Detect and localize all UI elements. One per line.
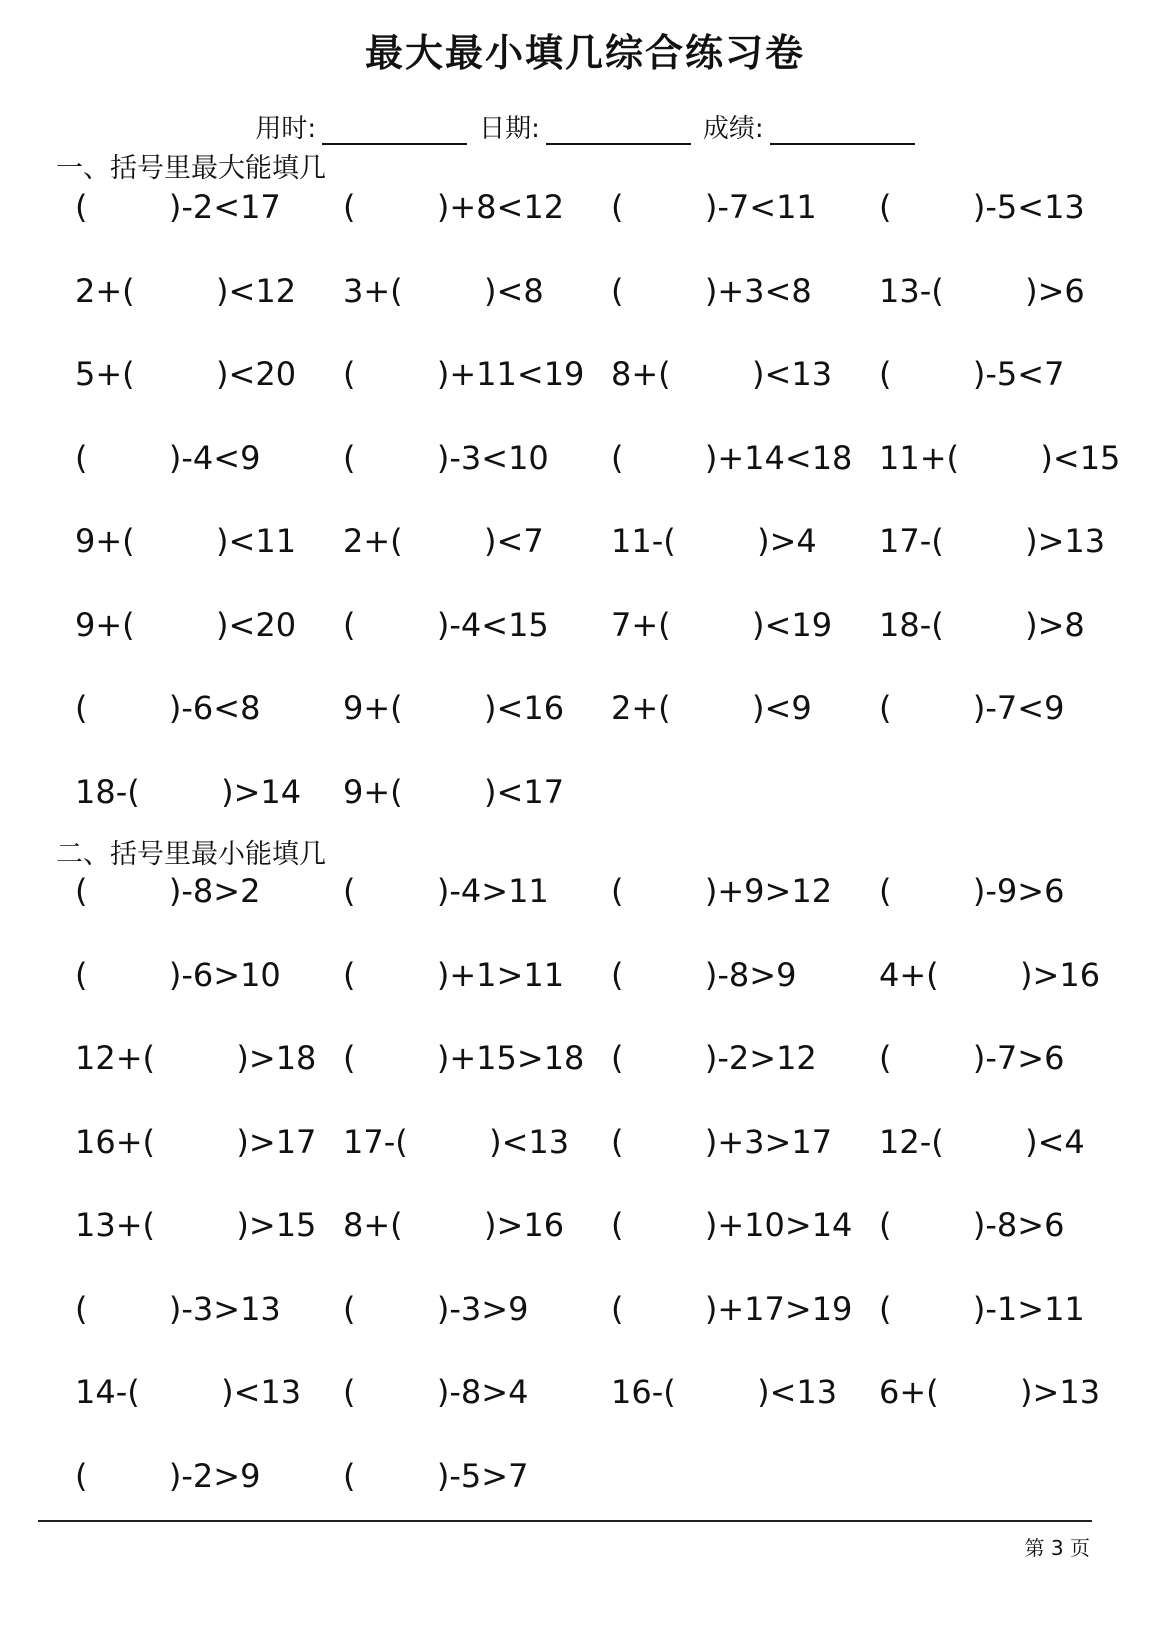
problem-cell: 11-( )>4 [611, 522, 817, 560]
problem-cell: ( )+14<18 [611, 438, 853, 477]
problem-cell: 3+( )<8 [343, 271, 544, 310]
problem-cell: 8+( )>16 [343, 1206, 565, 1244]
problem-cell: ( )+9>12 [611, 872, 833, 910]
worksheet-title: 最大最小填几综合练习卷 [364, 31, 805, 75]
problem-cell: ( )-5<13 [879, 188, 1085, 226]
section1-row [75, 439, 1155, 523]
date-label: 日期: [479, 114, 540, 144]
problem-cell: 5+( )<20 [75, 355, 297, 393]
score-label: 成绩: [702, 114, 764, 144]
problem-cell: 7+( )<19 [611, 605, 833, 644]
problem-cell: 18-( )>14 [75, 772, 302, 811]
problem-cell: 8+( )<13 [611, 355, 833, 393]
problem-cell: ( )-2>9 [75, 1456, 261, 1495]
section2-grid [75, 872, 1155, 1540]
problem-cell: ( )+11<19 [343, 355, 585, 393]
problem-cell: 9+( )<17 [343, 772, 565, 811]
problem-cell: ( )+3<8 [611, 271, 812, 310]
section2-heading: 二、括号里最小能填几 [56, 839, 326, 870]
section1-row [75, 272, 1155, 356]
problem-cell: ( )+10>14 [611, 1206, 853, 1244]
problem-cell: ( )-4>11 [343, 872, 549, 910]
problem-cell: 2+( )<7 [343, 522, 544, 560]
section1-row [75, 606, 1155, 690]
problem-cell: ( )-7>6 [879, 1039, 1065, 1077]
problem-cell: 18-( )>8 [879, 605, 1085, 644]
problem-cell: ( )-4<9 [75, 438, 261, 477]
problem-cell: ( )-5<7 [879, 355, 1065, 393]
problem-cell: 4+( )>16 [879, 955, 1101, 994]
score-blank[interactable] [770, 119, 915, 145]
problem-cell: 2+( )<9 [611, 689, 812, 727]
problem-cell: ( )-3>13 [75, 1289, 281, 1328]
problem-cell: ( )+17>19 [611, 1289, 853, 1328]
problem-cell: ( )-6<8 [75, 689, 261, 727]
problem-cell: ( )-8>2 [75, 872, 261, 910]
section1-heading: 一、括号里最大能填几 [56, 153, 326, 184]
problem-cell: ( )-3<10 [343, 438, 549, 477]
problem-cell: 14-( )<13 [75, 1373, 302, 1411]
problem-cell: 16-( )<13 [611, 1373, 838, 1411]
problem-cell: ( )-4<15 [343, 605, 549, 644]
section1-row [75, 522, 1155, 606]
section1-row [75, 689, 1155, 773]
problem-cell: 12-( )<4 [879, 1122, 1085, 1161]
problem-cell: ( )-3>9 [343, 1289, 529, 1328]
problem-cell: ( )-8>4 [343, 1373, 529, 1411]
problem-cell: 9+( )<20 [75, 605, 297, 644]
time-blank[interactable] [322, 119, 467, 145]
problem-cell: 17-( )<13 [343, 1122, 570, 1161]
section2-row [75, 956, 1155, 1040]
problem-cell: 11+( )<15 [879, 438, 1121, 477]
problem-cell: ( )+8<12 [343, 188, 565, 226]
date-blank[interactable] [546, 119, 691, 145]
problem-cell: ( )-7<9 [879, 689, 1065, 727]
section2-row [75, 1123, 1155, 1207]
problem-cell: ( )+1>11 [343, 955, 565, 994]
date-field [479, 108, 691, 145]
problem-cell: ( )+3>17 [611, 1122, 833, 1161]
footer-divider [38, 1520, 1092, 1522]
section2-row [75, 1290, 1155, 1374]
problem-cell: 13+( )>15 [75, 1206, 317, 1244]
problem-cell: ( )-1>11 [879, 1289, 1085, 1328]
problem-cell: ( )-8>9 [611, 955, 797, 994]
section2-row [75, 1373, 1155, 1457]
problem-cell: ( )-6>10 [75, 955, 281, 994]
section1-row [75, 188, 1155, 272]
section2-row [75, 1457, 1155, 1541]
problem-cell: 17-( )>13 [879, 522, 1106, 560]
problem-cell: 9+( )<16 [343, 689, 565, 727]
problem-cell: 16+( )>17 [75, 1122, 317, 1161]
problem-cell: ( )-2<17 [75, 188, 281, 226]
section1-row [75, 355, 1155, 439]
problem-cell: 12+( )>18 [75, 1039, 317, 1077]
problem-cell: 13-( )>6 [879, 271, 1085, 310]
section2-row [75, 1039, 1155, 1123]
time-field [255, 108, 467, 145]
section1-grid [75, 188, 1155, 856]
header-fields [0, 108, 1170, 145]
problem-cell: ( )-9>6 [879, 872, 1065, 910]
problem-cell: ( )+15>18 [343, 1039, 585, 1077]
score-field [703, 108, 915, 145]
problem-cell: ( )-8>6 [879, 1206, 1065, 1244]
problem-cell: 2+( )<12 [75, 271, 297, 310]
problem-cell: 9+( )<11 [75, 522, 297, 560]
problem-cell: ( )-5>7 [343, 1456, 529, 1495]
section2-row [75, 872, 1155, 956]
problem-cell: 6+( )>13 [879, 1373, 1101, 1411]
time-label: 用时: [255, 114, 317, 144]
section2-row [75, 1206, 1155, 1290]
page-number: 第 3 页 [1024, 1536, 1090, 1560]
problem-cell: ( )-2>12 [611, 1039, 817, 1077]
problem-cell: ( )-7<11 [611, 188, 817, 226]
